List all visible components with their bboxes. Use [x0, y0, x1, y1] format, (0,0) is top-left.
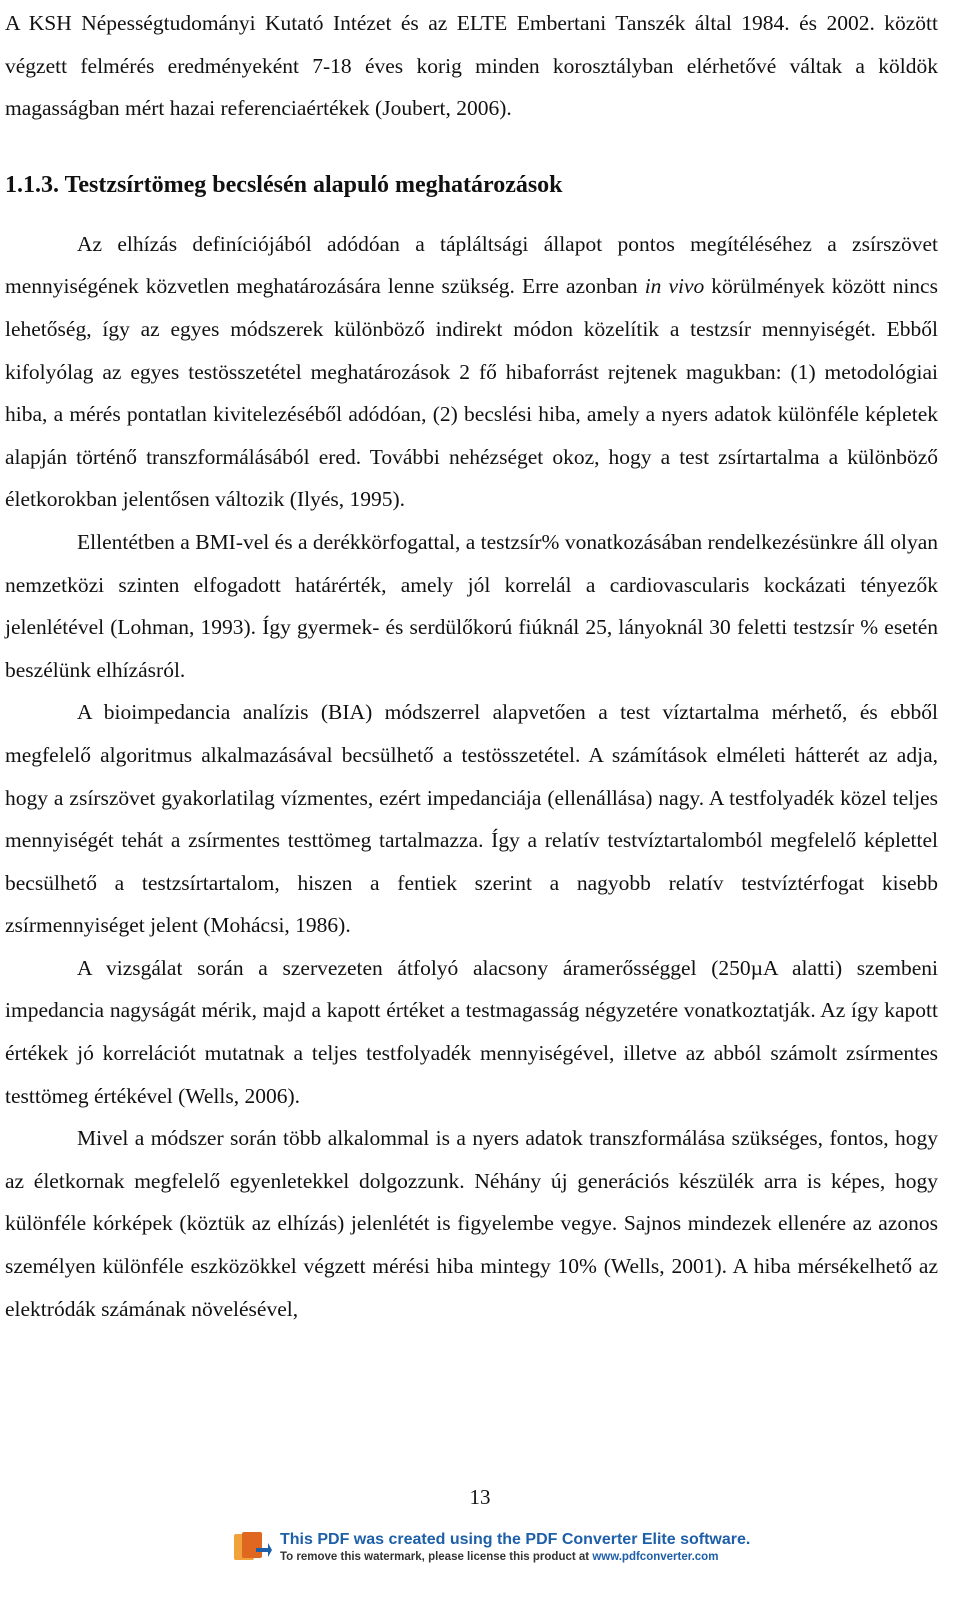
- paragraph-method: Mivel a módszer során több alkalommal is a nyers adatok transzformálása szükséges, fontos, hogy az életkornak megfelelő egyenletekkel dolgozzunk. Néhány új generációs készülék arra is képes, hogy különféle kórképek (köztük az elhízás) jelenlétét is figyelembe vegye. Sajnos mindezek ellenére az azonos személyen különféle eszközökkel végzett mérési hiba mintegy 10% (Wells, 2001). A hiba mérsékelhető az elektródák számának növelésével,: [5, 1126, 938, 1321]
- document-page: [5, 0, 938, 1330]
- paragraph-bia: A bioimpedancia analízis (BIA) módszerrel alapvetően a test víztartalma mérhető, és ebből megfelelő algoritmus alkalmazásával becsülhető a testösszetétel. A számítások elméleti hátterét az adja, hogy a zsírszövet gyakorlatilag vízmentes, ezért impedanciája (ellenállása) nagy. A testfolyadék közel teljes mennyiségét tehát a zsírmentes testtömeg tartalmazza. Így a relatív testvíztartalomból megfelelő képlettel becsülhető a testzsírtartalom, hiszen a fentiek szerint a nagyobb relatív testvíztérfogat kisebb zsírmennyiséget jelent (Mohácsi, 1986).: [5, 700, 938, 938]
- paragraph-definition-text-1: Az elhízás definíciójából adódóan a tápláltsági állapot pontos megítéléséhez a zsírszövet mennyiségének közvetlen meghatározására lenne szükség. Erre azonban: [5, 231, 938, 299]
- paragraph-intro: A KSH Népességtudományi Kutató Intézet és az ELTE Embertani Tanszék által 1984. és 2002. között végzett felmérés eredményeként 7-18 éves korig minden korosztályban elérhetővé váltak a köldök magasságban mért hazai referenciaértékek (Joubert, 2006).: [5, 11, 938, 121]
- watermark-subtitle: [280, 1550, 750, 1564]
- pdf-converter-logo-icon: [232, 1530, 272, 1564]
- paragraph-definition-text-2: körülmények között nincs lehetőség, így az egyes módszerek különböző indirekt módon közelítik a testzsír mennyiségét. Ebből kifolyólag az egyes testösszetétel meghatározások 2 fő hibaforrást rejtenek magukban: (1) metodológiai hiba, a mérés pontatlan kivitelezéséből adódóan, (2) becslési hiba, amely a nyers adatok különféle képletek alapján történő transzformálásából ered. További nehézséget okoz, hogy a test zsírtartalma a különböző életkorokban jelentősen változik (Ilyés, 1995).: [5, 274, 938, 512]
- in-vivo-italic: in vivo: [644, 274, 705, 299]
- watermark-title: This PDF was created using the PDF Converter Elite software.: [280, 1531, 751, 1548]
- paragraph-measurement: A vizsgálat során a szervezeten átfolyó alacsony áramerősséggel (250µA alatti) szembeni impedancia nagyságát mérik, majd a kapott értéket a testmagasság négyzetére vonatkoztatják. Az így kapott értékek jó korrelációt mutatnak a teljes testfolyadék mennyiségével, illetve az abból számolt zsírmentes testtömeg értékével (Wells, 2006).: [5, 955, 938, 1108]
- paragraph-definition: [5, 223, 938, 521]
- pdf-converter-watermark: [232, 1527, 750, 1567]
- page-number: 13: [469, 1485, 491, 1509]
- watermark-subtitle-text: To remove this watermark, please license this product at: [280, 1551, 593, 1563]
- watermark-link[interactable]: www.pdfconverter.com: [592, 1551, 719, 1563]
- section-heading: 1.1.3. Testzsírtömeg becslésén alapuló meghatározások: [5, 171, 563, 198]
- paragraph-bmi: Ellentétben a BMI-vel és a derékkörfogattal, a testzsír% vonatkozásában rendelkezésünkre áll olyan nemzetközi szinten elfogadott határérték, amely jól korrelál a cardiovascularis kockázati tényezők jelenlétével (Lohman, 1993). Így gyermek- és serdülőkorú fiúknál 25, lányoknál 30 feletti testzsír % esetén beszélünk elhízásról.: [5, 529, 938, 682]
